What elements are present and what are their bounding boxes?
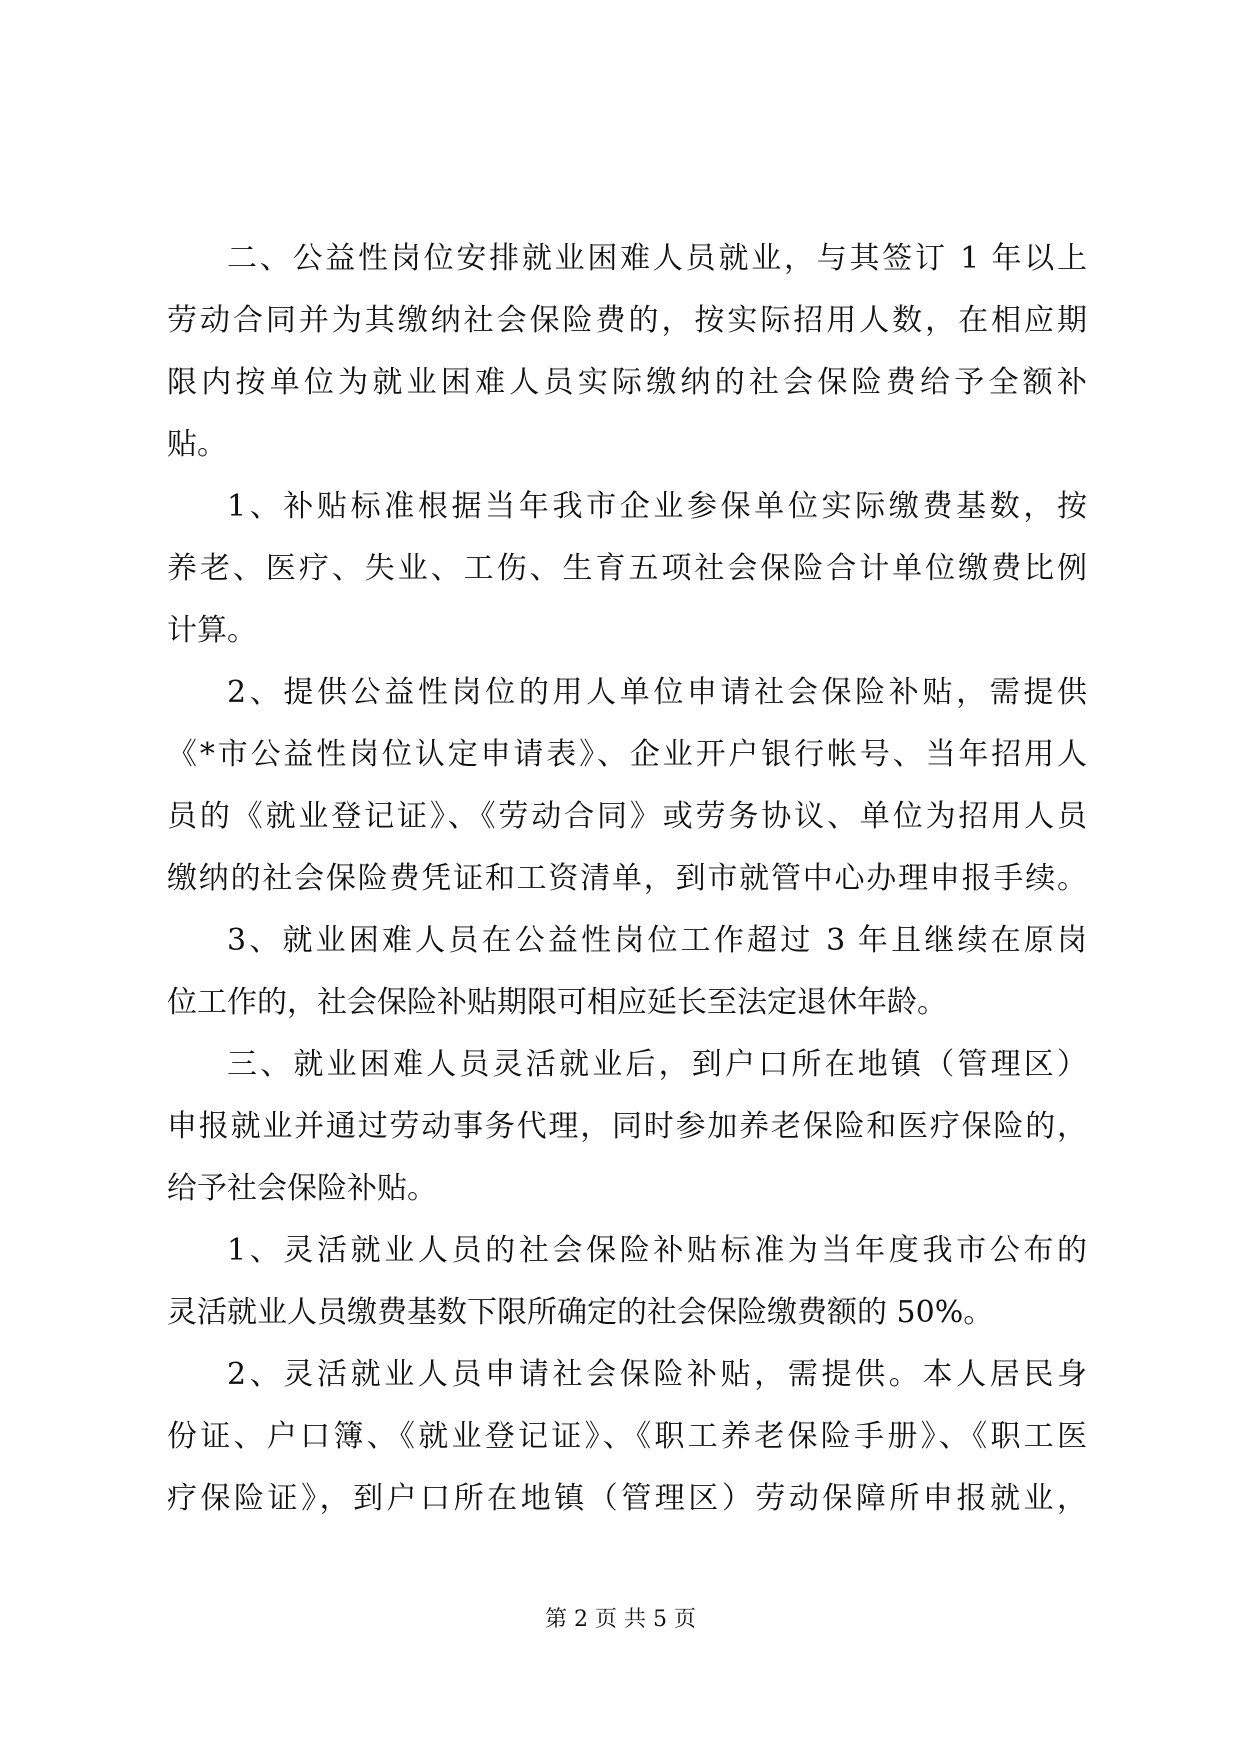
page-number-footer: 第 2 页 共 5 页 xyxy=(545,1607,696,1632)
text-line: 计算。 xyxy=(167,613,257,648)
text-line: 疗保险证》，到户口所在地镇（管理区）劳动保障所申报就业， xyxy=(167,1481,1087,1516)
text-line: 2、提供公益性岗位的用人单位申请社会保险补贴，需提供 xyxy=(227,675,1087,710)
text-line: 2、灵活就业人员申请社会保险补贴，需提供。本人居民身 xyxy=(227,1357,1087,1392)
text-line: 缴纳的社会保险费凭证和工资清单，到市就管中心办理申报手续。 xyxy=(167,861,1087,896)
text-line: 1、灵活就业人员的社会保险补贴标准为当年度我市公布的 xyxy=(227,1233,1087,1268)
text-line: 1、补贴标准根据当年我市企业参保单位实际缴费基数，按 xyxy=(227,489,1087,524)
text-line: 劳动合同并为其缴纳社会保险费的，按实际招用人数，在相应期 xyxy=(167,303,1087,338)
text-line: 给予社会保险补贴。 xyxy=(167,1171,437,1206)
text-line: 养老、医疗、失业、工伤、生育五项社会保险合计单位缴费比例 xyxy=(167,551,1087,586)
text-line: 灵活就业人员缴费基数下限所确定的社会保险缴费额的 50%。 xyxy=(167,1295,994,1330)
text-line: 申报就业并通过劳动事务代理，同时参加养老保险和医疗保险的， xyxy=(167,1109,1087,1144)
text-line: 《*市公益性岗位认定申请表》、企业开户银行帐号、当年招用人 xyxy=(167,737,1087,772)
document-body xyxy=(167,228,1087,1530)
text-line: 位工作的，社会保险补贴期限可相应延长至法定退休年龄。 xyxy=(167,985,947,1020)
text-line: 员的《就业登记证》、《劳动合同》或劳务协议、单位为招用人员 xyxy=(167,799,1087,834)
text-line: 3、就业困难人员在公益性岗位工作超过 3 年且继续在原岗 xyxy=(227,923,1087,958)
text-line: 三、就业困难人员灵活就业后，到户口所在地镇（管理区） xyxy=(227,1047,1087,1082)
text-line: 贴。 xyxy=(167,427,227,462)
text-line: 二、公益性岗位安排就业困难人员就业，与其签订 1 年以上 xyxy=(227,241,1087,276)
text-line: 份证、户口簿、《就业登记证》、《职工养老保险手册》、《职工医 xyxy=(167,1419,1087,1454)
text-line: 限内按单位为就业困难人员实际缴纳的社会保险费给予全额补 xyxy=(167,365,1087,400)
